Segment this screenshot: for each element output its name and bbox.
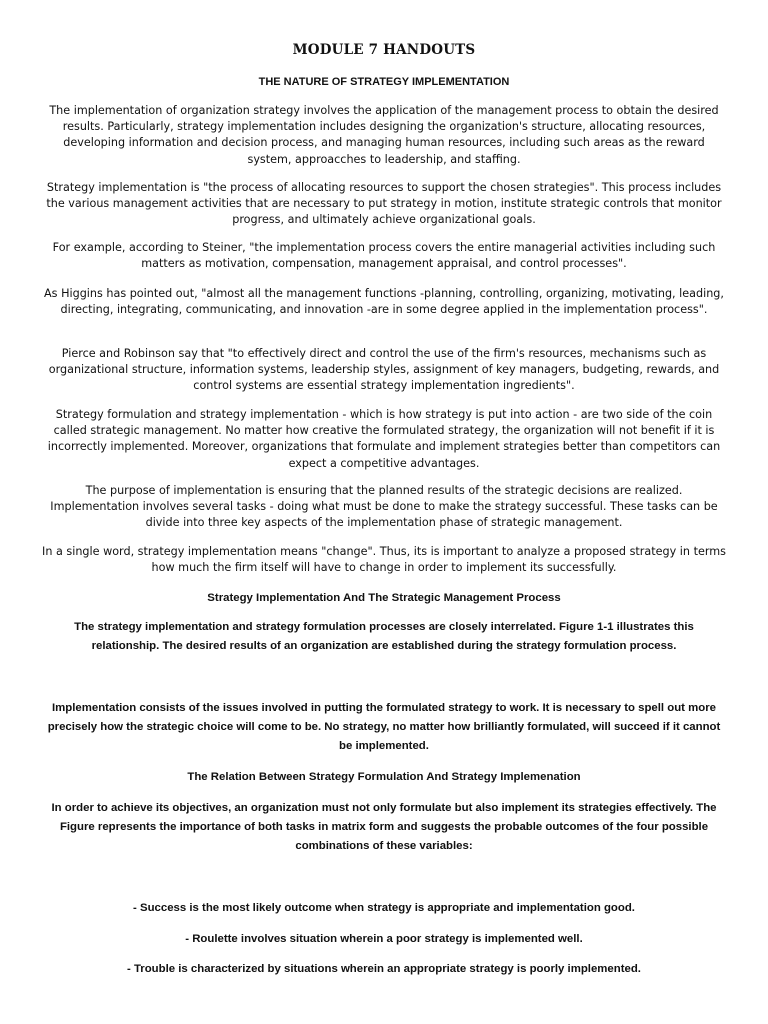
paragraph-formulation-vs-implementation: Strategy formulation and strategy implementation - which is how strategy is put into action - are two side of the coin called strategic management. No matter how creative the formulated strategy, the organization will not benefit if it is incorrectly implemented. Moreover, organizations that formulate and implement strategies better than competitors can expect a competitive advantages. [47,408,721,470]
module-title: MODULE 7 HANDOUTS [292,42,476,58]
outcome-roulette: - Roulette involves situation wherein a poor strategy is implemented well. [185,933,583,945]
paragraph-definition: Strategy implementation is "the process of allocating resources to support the chosen strategies". This process includes the various management activities that are necessary to put strategy in motion, institute strategic controls that monitor progress, and ultimately achieve organizational goals. [46,181,722,227]
paragraph-change: In a single word, strategy implementation means "change". Thus, its is important to analyze a proposed strategy in terms how much the firm itself will have to change in order to implement its successfully. [42,545,726,575]
subheading-process: Strategy Implementation And The Strategic Management Process [207,592,561,604]
paragraph-implementation-overview: The implementation of organization strategy involves the application of the management process to obtain the desired results. Particularly, strategy implementation includes designing the organization's structure, allocating resources, developing information and decision process, and managing human resources, including such areas as the reward system, approacches to leadership, and staffing. [49,104,719,166]
outcome-success: - Success is the most likely outcome when strategy is appropriate and implementation good. [133,902,635,914]
paragraph-purpose: The purpose of implementation is ensuring that the planned results of the strategic decisions are realized. Implementation involves several tasks - doing what must be done to make the strategy successful. These tasks can be divide into three key aspects of the implementation phase of strategic management. [50,484,718,530]
section-title: THE NATURE OF STRATEGY IMPLEMENTATION [258,76,510,88]
subheading-relation: The Relation Between Strategy Formulation And Strategy Implemenation [187,771,581,783]
paragraph-implementation-issues: Implementation consists of the issues involved in putting the formulated strategy to work. It is necessary to spell out more precisely how the strategic choice will come to be. No strategy, no matter how brilliantly formulated, will succeed if it cannot be implemented. [47,702,721,752]
outcome-trouble: - Trouble is characterized by situations wherein an appropriate strategy is poorly implemented. [127,963,641,975]
paragraph-interrelated: The strategy implementation and strategy formulation processes are closely interrelated. Figure 1-1 illustrates this relationship. The desired results of an organization are established during the strategy formulation process. [74,621,694,652]
paragraph-pierce-robinson: Pierce and Robinson say that "to effectively direct and control the use of the firm's resources, mechanisms such as organizational structure, information systems, leadership styles, assignment of key managers, budgeting, rewards, and control systems are essential strategy implementation ingredients". [48,347,720,393]
paragraph-higgins: As Higgins has pointed out, "almost all the management functions -planning, controlling, organizing, motivating, leading, directing, integrating, communicating, and innovation -are in some degree applied in the implementation process". [44,287,724,317]
paragraph-matrix: In order to achieve its objectives, an organization must not only formulate but also implement its strategies effectively. The Figure represents the importance of both tasks in matrix form and suggests the probable outcomes of the four possible combinations of these variables: [51,802,717,852]
paragraph-steiner: For example, according to Steiner, "the implementation process covers the entire managerial activities including such matters as motivation, compensation, management appraisal, and control processes". [52,241,716,271]
